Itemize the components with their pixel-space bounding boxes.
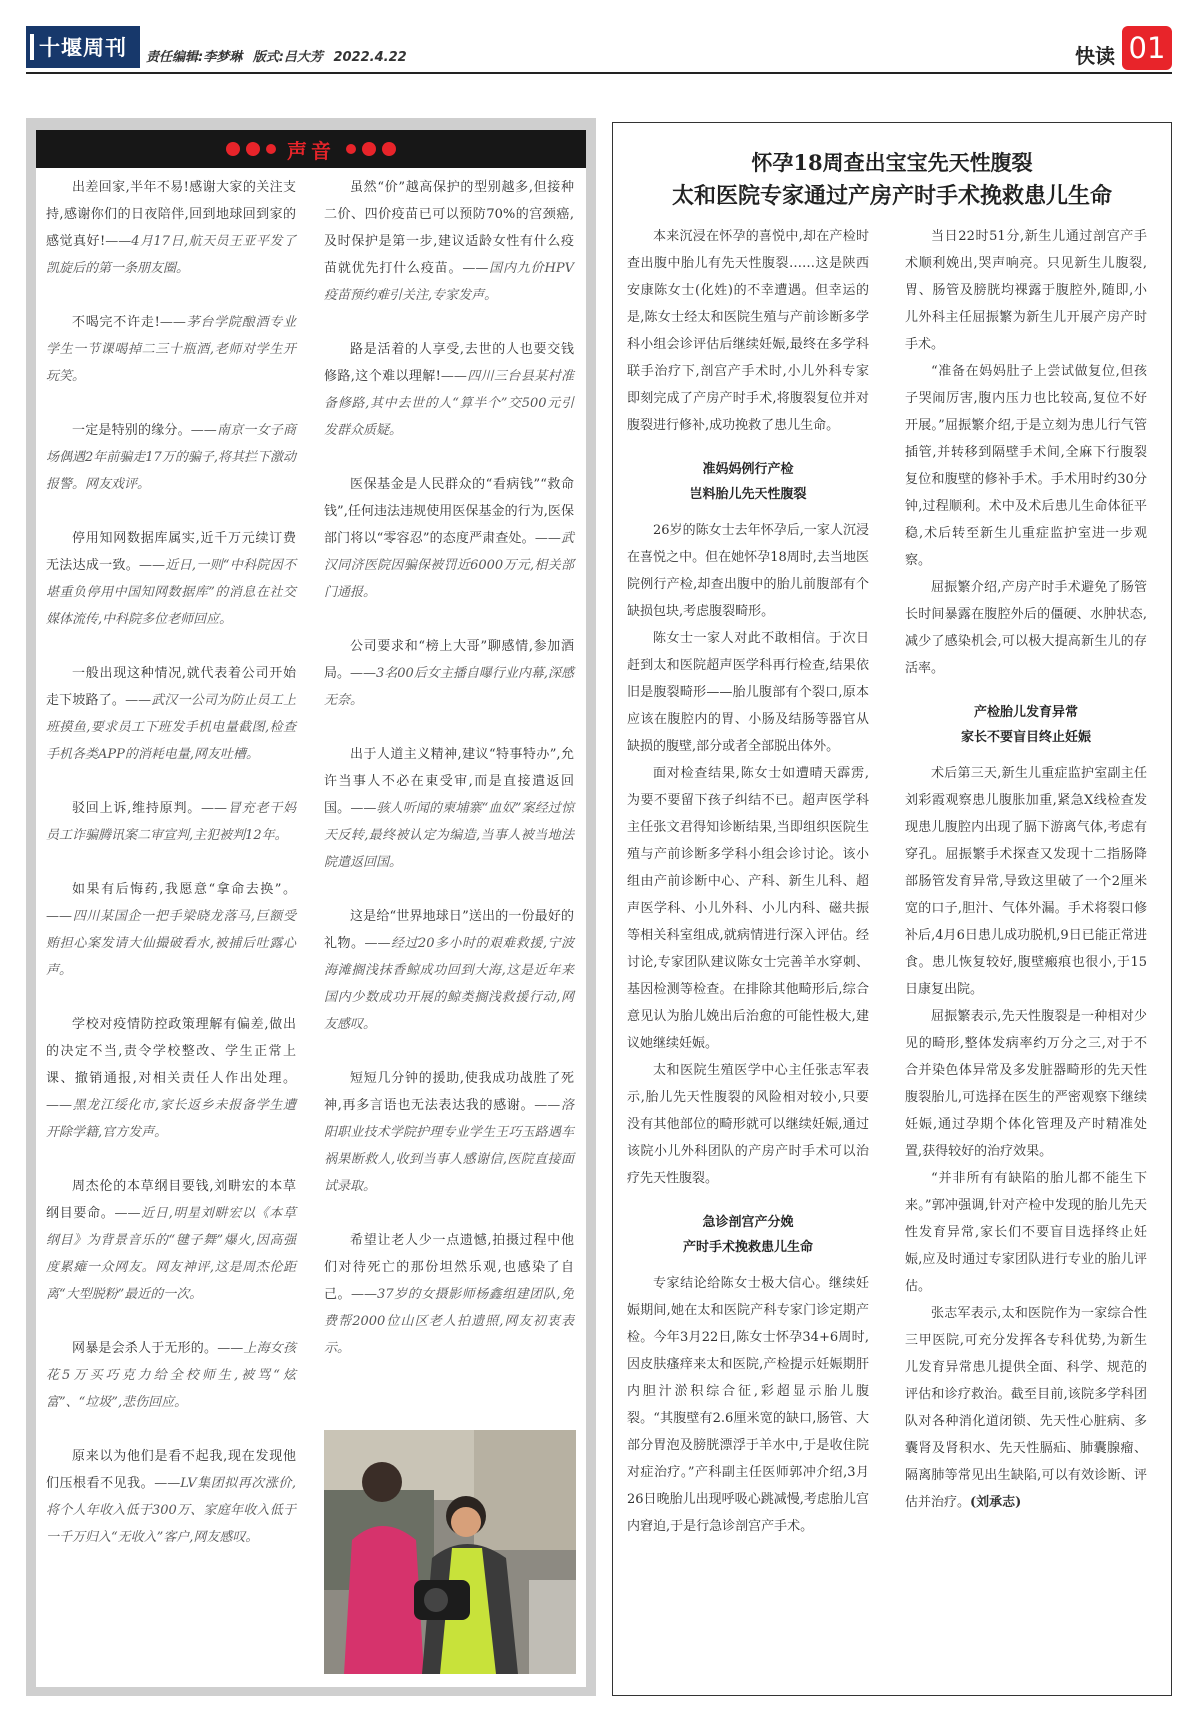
voice-item: 虽然“价”越高保护的型别越多,但接种二价、四价疫苗已可以预防70%的宫颈癌,及时保护是第一步,建议适龄女性有什么疫苗就优先打什么疫苗。——国内九价HPV疫苗预约难引关注,专家发声。 (324, 180, 574, 303)
page-number: 01 (1122, 26, 1172, 70)
article-paragraph: 术后第三天,新生儿重症监护室副主任刘彩霞观察患儿腹胀加重,紧急X线检查发现患儿腹腔内出现了膈下游离气体,考虑有穿孔。屈振繁手术探查又发现十二指肠降部肠管发育异常,导致这里破了一个2厘米宽的口子,胆汁、气体外漏。手术将裂口修补后,4月6日患儿成功脱机,9日已能正常进食。患儿恢复较好,腹壁瘢痕也很小,于15日康复出院。 (905, 766, 1147, 997)
subheading-3b: 家长不要盲目终止妊娠 (960, 730, 1091, 745)
voice-item: 希望让老人少一点遗憾,拍摄过程中他们对待死亡的那份坦然乐观,也感染了自己。——37岁的女摄影师杨鑫组建团队,免费帮2000位山区老人拍遗照,网友初衷表示。 (324, 1233, 574, 1356)
article-paragraph: 26岁的陈女士去年怀孕后,一家人沉浸在喜悦之中。但在她怀孕18周时,去当地医院例行产检,却查出腹中的胎儿前腹部有个缺损包块,考虑腹裂畸形。 (627, 523, 869, 619)
section-name: 快读 (1075, 44, 1115, 68)
voice-item: 网暴是会杀人于无形的。——上海女孩花5万买巧克力给全校师生,被骂“炫富”、“垃圾”,悲伤回应。 (46, 1341, 296, 1410)
voice-item: 停用知网数据库属实,近千万元续订费无法达成一致。——近日,一则“中科院因不堪重负停用中国知网数据库”的消息在社交媒体流传,中科院多位老师回应。 (46, 531, 296, 627)
voices-title-bar (36, 130, 586, 168)
voice-item: 出于人道主义精神,建议“特事特办”,允许当事人不必在東受审,而是直接遣返回国。——骇人听闻的柬埔寨“血奴”案经过惊天反转,最终被认定为编造,当事人被当地法院遣返回国。 (324, 747, 574, 870)
dot-icon (226, 142, 240, 156)
photographer-photo (324, 1430, 576, 1674)
voice-item: 周杰伦的本草纲目要钱,刘畊宏的本草纲目要命。——近日,明星刘畊宏以《本草纲目》为背景音乐的“毽子舞”爆火,因高强度累瘫一众网友。网友神评,这是周杰伦距离“大型脱粉”最近的一次。 (46, 1179, 296, 1302)
voice-item: 出差回家,半年不易!感谢大家的关注支持,感谢你们的日夜陪伴,回到地球回到家的感觉真好!——4月17日,航天员王亚平发了凯旋后的第一条朋友圈。 (46, 180, 296, 276)
voices-column-1 (46, 174, 296, 1578)
masthead-bar (30, 34, 34, 60)
article-paragraph: 面对检查结果,陈女士如遭晴天霹雳,为要不要留下孩子纠结不已。超声医学科主任张文君得知诊断结果,当即组织医院生殖与产前诊断多学科小组会诊讨论。该小组由产前诊断中心、产科、新生儿科、超声医学科、小儿外科、小儿内科、磁共振等相关科室组成,就病情进行深入评估。经讨论,专家团队建议陈女士完善羊水穿刺、基因检测等检查。在排除其他畸形后,综合意见认为胎儿娩出后治愈的可能性极大,建议她继续妊娠。 (627, 766, 869, 1051)
issue-date: 2022.4.22 (333, 50, 407, 65)
article-intro: 本来沉浸在怀孕的喜悦中,却在产检时查出腹中胎儿有先天性腹裂……这是陕西安康陈女士(化姓)的不幸遭遇。但幸运的是,陈女士经太和医院生殖与产前诊断多学科小组会诊评估后继续妊娠,最终在多学科联手治疗下,剖宫产手术时,小儿外科专家即刻完成了产房产时手术,将腹裂复位并对腹裂进行修补,成功挽救了患儿生命。 (627, 229, 869, 433)
voice-item: 公司要求和“榜上大哥”聊感情,参加酒局。——3名00后女主播自曝行业内幕,深感无奈。 (324, 639, 574, 708)
voices-inner (36, 130, 586, 1687)
article-paragraph (905, 1300, 1147, 1516)
article-paragraph: 屈振繁介绍,产房产时手术避免了肠管长时间暴露在腹腔外后的僵硬、水肿状态,减少了感染机会,可以极大提高新生儿的存活率。 (905, 580, 1147, 676)
subheading-3a: 产检胎儿发育异常 (973, 705, 1078, 720)
editor: 责任编辑:李梦琳 (146, 50, 243, 65)
article-title-line2: 太和医院专家通过产房产时手术挽救患儿生命 (671, 183, 1112, 209)
subheading-1b: 岂料胎儿先天性腹裂 (689, 487, 807, 502)
subheading-2b: 产时手术挽救患儿生命 (682, 1240, 813, 1255)
subheading-1a: 准妈妈例行产检 (702, 462, 794, 477)
voice-item: 如果有后悔药,我愿意“拿命去换”。——四川某国企一把手梁晓龙落马,巨额受贿担心案发请大仙撮破看水,被捕后吐露心声。 (46, 882, 296, 978)
voice-item: 学校对疫情防控政策理解有偏差,做出的决定不当,责令学校整改、学生正常上课、撤销通报,对相关责任人作出处理。——黑龙江绥化市,家长返乡未报备学生遭开除学籍,官方发声。 (46, 1017, 296, 1140)
masthead (26, 26, 140, 68)
voice-item: 短短几分钟的援助,使我成功战胜了死神,再多言语也无法表达我的感谢。——洛阳职业技术学院护理专业学生王巧玉路遇车祸果断救人,收到当事人感谢信,医院直接面试录取。 (324, 1071, 574, 1194)
voices-panel (26, 118, 596, 1696)
issue-meta (146, 46, 413, 65)
dot-icon (382, 142, 396, 156)
subheading-2a: 急诊剖宫产分娩 (702, 1215, 794, 1230)
article-paragraph: 当日22时51分,新生儿通过剖宫产手术顺利娩出,哭声响亮。只见新生儿腹裂,胃、肠管及膀胱均裸露于腹腔外,随即,小儿外科主任屈振繁为新生儿开展产房产时手术。 (905, 229, 1147, 352)
article-final-text: 张志军表示,太和医院作为一家综合性三甲医院,可充分发挥各专科优势,为新生儿发育异常患儿提供全面、科学、规范的评估和诊疗救治。截至目前,该院多学科团队对各种消化道闭锁、先天性心脏病、多囊肾及肾积水、先天性膈疝、肺囊腺瘤、隔离肺等常见出生缺陷,可以有效诊断、评估并治疗。 (905, 1306, 1147, 1510)
article-byline: (刘承志) (970, 1495, 1022, 1510)
article-paragraph: “准备在妈妈肚子上尝试做复位,但孩子哭闹厉害,腹内压力也比较高,复位不好开展。”屈振繁介绍,于是立刻为患儿行气管插管,并转移到隔壁手术间,全麻下行腹裂复位和腹壁的修补手术。手术用时约30分钟,过程顺利。术中及术后患儿生命体征平稳,术后转至新生儿重症监护室进一步观察。 (905, 364, 1147, 568)
voice-item: 一般出现这种情况,就代表着公司开始走下坡路了。——武汉一公司为防止员工上班摸鱼,要求员工下班发手机电量截图,检查手机各类APP的消耗电量,网友吐槽。 (46, 666, 296, 762)
voice-item: 不喝完不许走!——茅台学院酿酒专业学生一节课喝掉二三十瓶酒,老师对学生开玩笑。 (46, 315, 296, 384)
article-paragraph: 屈振繁表示,先天性腹裂是一种相对少见的畸形,整体发病率约万分之三,对于不合并染色体异常及多发脏器畸形的先天性腹裂胎儿,可选择在医生的严密观察下继续妊娠,通过孕期个体化管理及产时精准处置,获得较好的治疗效果。 (905, 1009, 1147, 1159)
voices-title: 声音 (287, 138, 335, 163)
article-title-line1: 怀孕18周查出宝宝先天性腹裂 (751, 150, 1033, 175)
article-panel (612, 122, 1172, 1696)
layout-credit: 版式:吕大芳 (252, 50, 323, 65)
article-paragraph: 专家结论给陈女士极大信心。继续妊娠期间,她在太和医院产科专家门诊定期产检。今年3月22日,陈女士怀孕34+6周时,因皮肤瘙痒来太和医院,产检提示妊娠期肝内胆汁淤积综合征,彩超显示胎儿腹裂。“其腹壁有2.6厘米宽的缺口,肠管、大部分胃泡及膀胱漂浮于羊水中,于是收住院对症治疗。”产科副主任医师郭冲介绍,3月26日晚胎儿出现呼吸心跳减慢,考虑胎儿宫内窘迫,于是行急诊剖宫产手术。 (627, 1276, 869, 1534)
article-paragraph: 陈女士一家人对此不敢相信。于次日赶到太和医院超声医学科再行检查,结果依旧是腹裂畸形——胎儿腹部有个裂口,原本应该在腹腔内的胃、小肠及结肠等器官从缺损的腹壁,部分或者全部脱出体外。 (627, 631, 869, 754)
article-paragraph: “并非所有有缺陷的胎儿都不能生下来。”郭冲强调,针对产检中发现的胎儿先天性发育异常,家长们不要盲目选择终止妊娠,应及时通过专家团队进行专业的胎儿评估。 (905, 1171, 1147, 1294)
article-column-1 (627, 223, 869, 1540)
dot-icon (266, 144, 276, 154)
dot-icon (246, 142, 260, 156)
header-rule (26, 72, 1172, 74)
article-paragraph: 太和医院生殖医学中心主任张志军表示,胎儿先天性腹裂的风险相对较小,只要没有其他部位的畸形就可以继续妊娠,通过该院小儿外科团队的产房产时手术可以治疗先天性腹裂。 (627, 1063, 869, 1186)
dot-icon (346, 144, 356, 154)
article-column-2 (905, 223, 1147, 1516)
dot-icon (362, 142, 376, 156)
voice-item: 一定是特别的缘分。——南京一女子商场偶遇2年前骗走17万的骗子,将其拦下激动报警。网友戏评。 (46, 423, 296, 492)
voices-column-2 (324, 174, 574, 1389)
voice-item: 驳回上诉,维持原判。——冒充老干妈员工诈骗腾讯案二审宣判,主犯被判12年。 (46, 801, 296, 843)
voice-item: 路是活着的人享受,去世的人也要交钱修路,这个难以理解!——四川三台县某村准备修路,其中去世的人“算半个”交500元引发群众质疑。 (324, 342, 574, 438)
voice-item: 医保基金是人民群众的“看病钱”“救命钱”,任何违法违规使用医保基金的行为,医保部门将以“零容忍”的态度严肃查处。——武汉同济医院因骗保被罚近6000万元,相关部门通报。 (324, 477, 574, 600)
voice-item: 原来以为他们是看不起我,现在发现他们压根看不见我。——LV集团拟再次涨价,将个人年收入低于300万、家庭年收入低于一千万归入“无收入”客户,网友感叹。 (46, 1449, 296, 1545)
voice-item: 这是给“世界地球日”送出的一份最好的礼物。——经过20多小时的艰难救援,宁波海滩搁浅抹香鲸成功回到大海,这是近年来国内少数成功开展的鲸类搁浅救援行动,网友感叹。 (324, 909, 574, 1032)
photo-illustration (324, 1430, 576, 1674)
masthead-title: 十堰周刊 (39, 35, 127, 60)
